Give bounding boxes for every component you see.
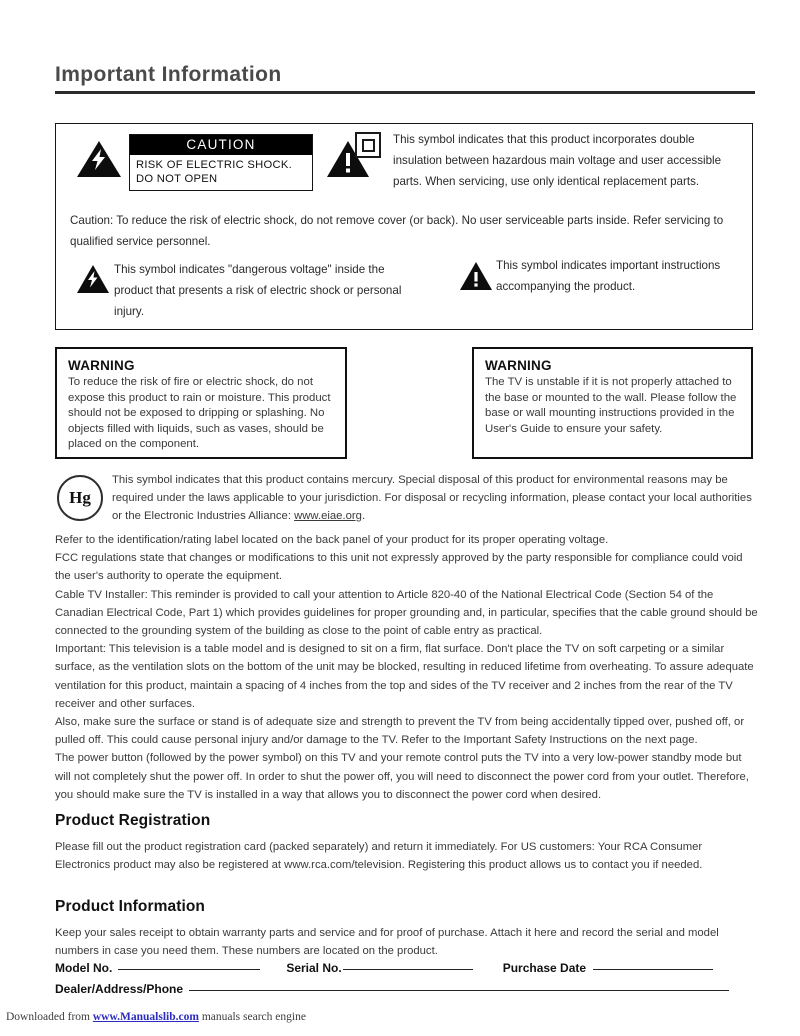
body-paragraph: Also, make sure the surface or stand is of adequate size and strength to prevent the TV from being accidentally tipped over, pushed off, or pulled off. This could cause personal injury and/or damage to the TV. Refer to the Important Safety Instructions on the next page. [55,716,745,747]
model-no-input[interactable] [118,969,260,970]
warning-box-moisture [55,347,347,459]
dealer-address-phone-input[interactable] [189,990,729,991]
page-title: Important Information [55,63,282,86]
caution-label-line1: RISK OF ELECTRIC SHOCK. [136,159,293,171]
manualslib-link[interactable]: www.Manualslib.com [92,1011,199,1023]
serial-no-label: Serial No. [286,961,342,975]
mercury-text-end: . [361,510,366,522]
purchase-date-label: Purchase Date [502,961,587,975]
title-divider [55,91,755,94]
mercury-hg-icon: Hg [57,475,103,521]
caution-label [129,134,313,191]
double-insulation-square-icon [355,132,381,158]
footer-suffix: manuals search engine [198,1011,306,1023]
warning-title: WARNING [68,358,135,373]
footer-attribution [6,1011,306,1023]
product-registration-heading: Product Registration [55,812,211,829]
product-information-fields [55,961,755,1003]
eiae-link[interactable]: www.eiae.org [294,510,362,522]
body-paragraph: Refer to the identification/rating label located on the back panel of your product for its proper operating voltage. [55,534,609,546]
caution-heading: CAUTION [130,135,312,155]
caution-label-body [130,155,312,190]
exclamation-triangle-icon [459,261,493,291]
bang-symbol-text: This symbol indicates important instructions accompanying the product. [496,259,721,293]
warning-box-stability [472,347,753,459]
product-registration-body: Please fill out the product registration card (packed separately) and return it immediately. For US customers: Your RCA Consumer Electronics product may also be registered at www.rca.com/television. Registering this product allows us to contact you if needed. [55,841,703,872]
product-information-body: Keep your sales receipt to obtain warranty parts and service and for proof of purchase. Attach it here and record the serial and model numbers in case you need them. These numbers are located on the product. [55,927,719,958]
body-paragraph: Important: This television is a table model and is designed to sit on a firm, flat surface. Don't place the TV on soft carpeting or a similar surface, as the ventilation slots on the bottom of the unit may be blocked, resulting in reduced lifetime from overheating. To assure adequate ventilation for this product, maintain a spacing of 4 inches from the top and sides of the TV receiver and 2 inches from the rear of the TV receiver and other surfaces. [55,643,754,710]
warning-body: To reduce the risk of fire or electric shock, do not expose this product to rain or moisture. This product should not be exposed to dripping or splashing. No objects filled with liquids, such as vases, should be placed on the component. [68,376,331,451]
dealer-address-phone-label: Dealer/Address/Phone [55,982,184,996]
page-title-block [55,62,755,94]
footer-prefix: Downloaded from [6,1011,93,1023]
caution-box [55,123,753,330]
model-no-label: Model No. [55,961,113,975]
field-row-model-serial-purchase [55,961,755,982]
body-paragraphs [55,531,758,804]
mercury-notice [55,472,755,526]
product-information-heading: Product Information [55,898,206,915]
double-insulation-inner-square [362,139,375,152]
field-row-dealer [55,982,755,1003]
purchase-date-input[interactable] [593,969,713,970]
body-paragraph: The power button (followed by the power symbol) on this TV and your remote control puts the TV into a very low-power standby mode but will not completely shut the power off. In order to shut the power off, you will need to disconnect the power cord from your outlet. Therefore, you should make sure the TV is installed in a way that allows you to disconnect the power cord when desired. [55,752,749,801]
mercury-text-main: This symbol indicates that this product contains mercury. Special disposal of this product for environmental reasons may be required under the laws applicable to your jurisdiction. For disposal or recycling information, please contact your local authorities or the Electronic Industries Alliance: [112,474,752,522]
double-insulation-outer-square [355,132,381,158]
body-paragraph: Cable TV Installer: This reminder is provided to call your attention to Article 820-40 of the National Electrical Code (Section 54 of the Canadian Electrical Code, Part 1) which provides guidelines for proper grounding and, in particular, specifies that the cable ground should be connected to the grounding system of the building as close to the point of cable entry as practical. [55,588,758,638]
mercury-text [112,471,755,525]
caution-label-line2: DO NOT OPEN [136,173,218,185]
serial-no-input[interactable] [343,969,473,970]
bolt-symbol-text: This symbol indicates "dangerous voltage" inside the product that presents a risk of electric shock or personal injury. [114,263,402,318]
warning-title: WARNING [485,358,552,373]
double-insulation-text: This symbol indicates that this product incorporates double insulation between hazardous main voltage and user accessible parts. When servicing, use only identical replacement parts. [393,133,722,188]
warning-body: The TV is unstable if it is not properly attached to the base or mounted to the wall. Please follow the base or wall mounting instructions provided in the User's Guide to ensure your safety. [485,376,737,435]
lightning-bolt-triangle-icon [76,139,122,179]
caution-top-row [56,124,752,206]
lightning-bolt-triangle-icon [76,264,110,294]
symbol-explanation-row [56,259,752,325]
body-paragraph: FCC regulations state that changes or modifications to this unit not expressly approved by the party responsible for compliance could void the user's authority to operate the equipment. [55,552,743,583]
caution-paragraph: Caution: To reduce the risk of electric shock, do not remove cover (or back). No user serviceable parts inside. Refer servicing to qualified service personnel. [70,214,724,248]
